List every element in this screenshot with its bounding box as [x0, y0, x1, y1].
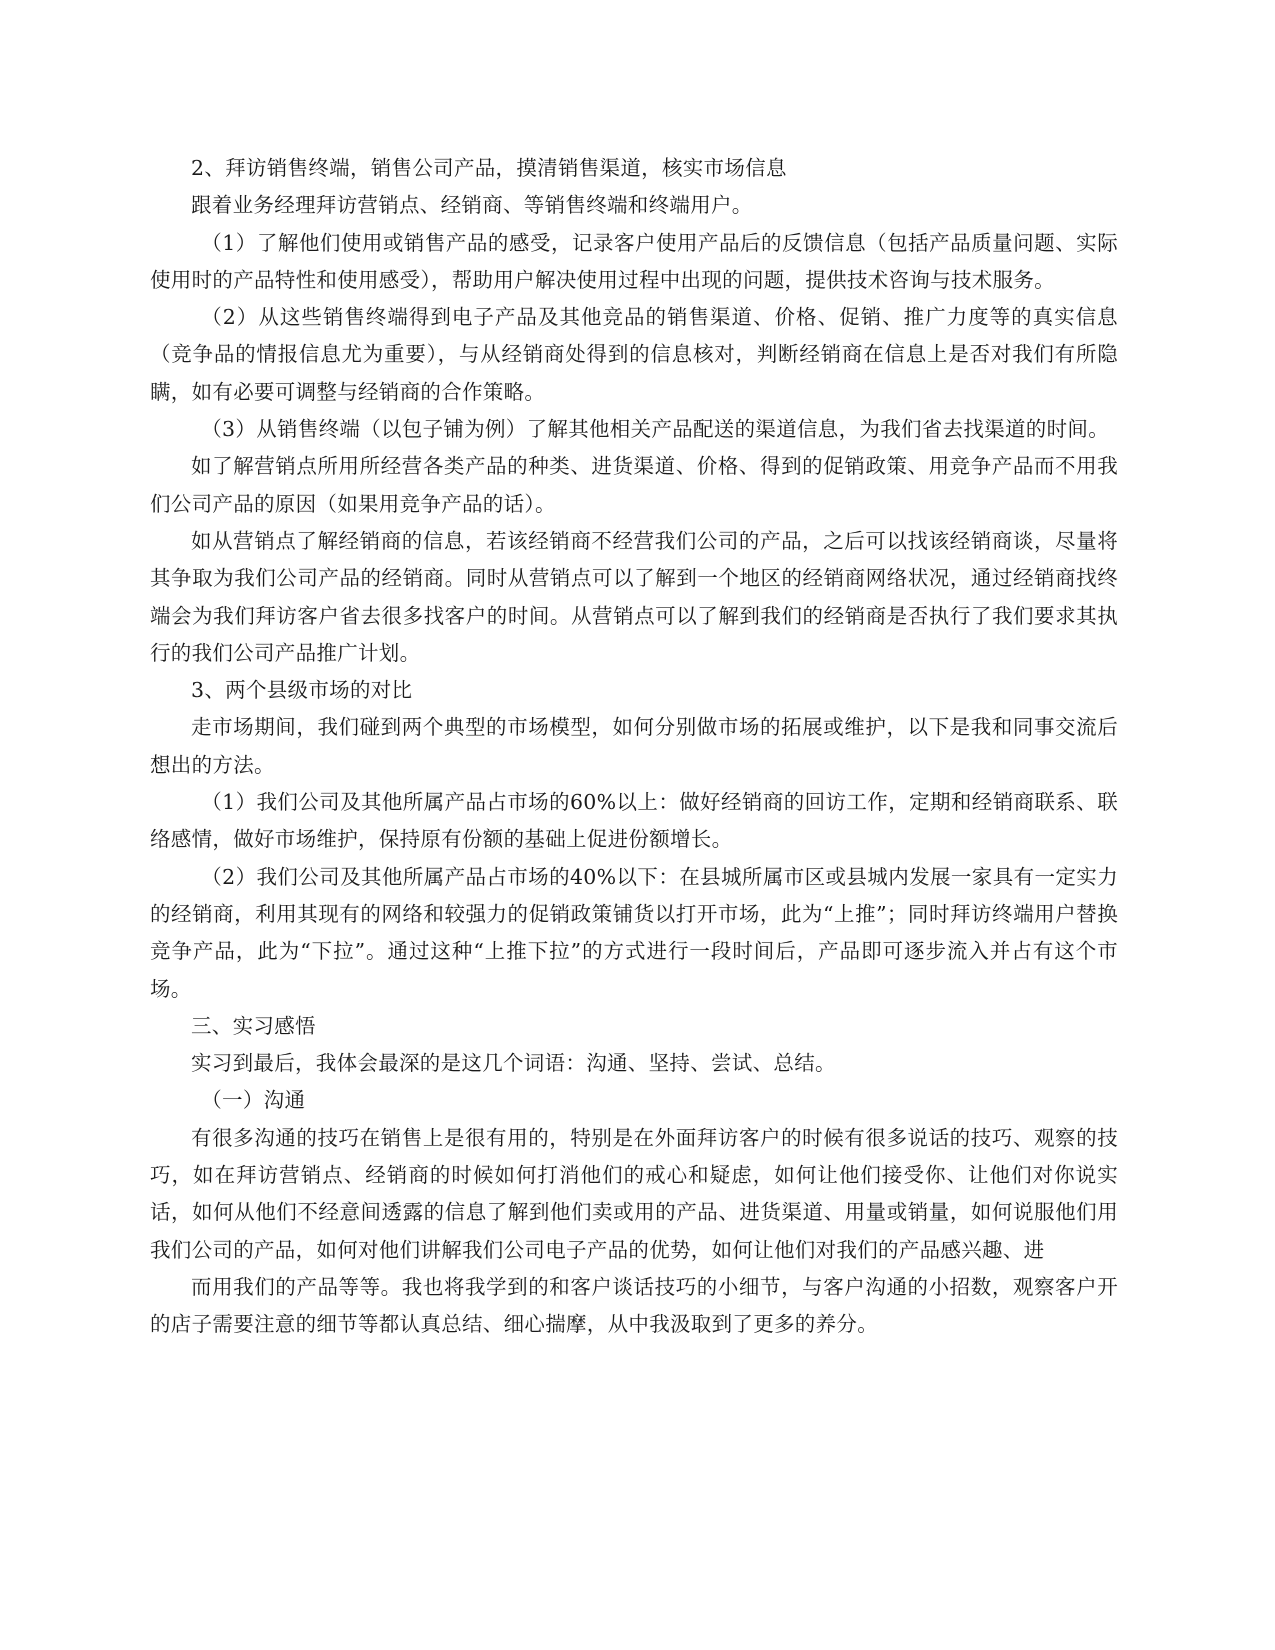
paragraph: 走市场期间，我们碰到两个典型的市场模型，如何分别做市场的拓展或维护，以下是我和同事交流后想出的方法。 — [150, 715, 1118, 777]
paragraph: 如从营销点了解经销商的信息，若该经销商不经营我们公司的产品，之后可以找该经销商谈，尽量将其争取为我们公司产品的经销商。同时从营销点可以了解到一个地区的经销商网络状况，通过经销商找终端会为我们拜访客户省去很多找客户的时间。从营销点可以了解到我们的经销商是否执行了我们要求其执行的我们公司产品推广计划。 — [150, 528, 1118, 665]
list-item-1: （1）了解他们使用或销售产品的感受，记录客户使用产品后的反馈信息（包括产品质量问题、实际使用时的产品特性和使用感受），帮助用户解决使用过程中出现的问题，提供技术咨询与技术服务。 — [150, 230, 1118, 292]
section-heading-2: 2、拜访销售终端，销售公司产品，摸清销售渠道，核实市场信息 — [191, 156, 787, 180]
paragraph: 跟着业务经理拜访营销点、经销商、等销售终端和终端用户。 — [191, 193, 753, 218]
list-item-2: （2）我们公司及其他所属产品占市场的40%以下：在县城所属市区或县城内发展一家具有一定实力的经销商，利用其现有的网络和较强力的促销政策铺货以打开市场，此为“上推”；同时拜访终端用户替换竞争产品，此为“下拉”。通过这种“上推下拉”的方式进行一段时间后，产品即可逐步流入并占有这个市场。 — [150, 864, 1118, 1001]
paragraph: 而用我们的产品等等。我也将我学到的和客户谈话技巧的小细节，与客户沟通的小招数，观察客户开的店子需要注意的细节等都认真总结、细心揣摩，从中我汲取到了更多的养分。 — [150, 1274, 1118, 1337]
section-heading-3: 3、两个县级市场的对比 — [191, 678, 413, 703]
document-body — [150, 150, 1118, 1344]
paragraph: 有很多沟通的技巧在销售上是很有用的，特别是在外面拜访客户的时候有很多说话的技巧、观察的技巧，如在拜访营销点、经销商的时候如何打消他们的戒心和疑虑，如何让他们接受你、让他们对你说实话，如何从他们不经意间透露的信息了解到他们卖或用的产品、进货渠道、用量或销量，如何说服他们用我们公司的产品，如何对他们讲解我们公司电子产品的优势，如何让他们对我们的产品感兴趣、进 — [150, 1125, 1118, 1262]
chapter-heading: 三、实习感悟 — [191, 1013, 316, 1038]
subsection-heading: （一）沟通 — [201, 1088, 306, 1113]
list-item-1: （1）我们公司及其他所属产品占市场的60%以上：做好经销商的回访工作，定期和经销商联系、联络感情，做好市场维护，保持原有份额的基础上促进份额增长。 — [150, 790, 1118, 852]
list-item-2: （2）从这些销售终端得到电子产品及其他竞品的销售渠道、价格、促销、推广力度等的真实信息（竞争品的情报信息尤为重要），与从经销商处得到的信息核对，判断经销商在信息上是否对我们有所隐瞒，如有必要可调整与经销商的合作策略。 — [150, 305, 1118, 404]
paragraph: 实习到最后，我体会最深的是这几个词语：沟通、坚持、尝试、总结。 — [191, 1051, 836, 1076]
paragraph: 如了解营销点所用所经营各类产品的种类、进货渠道、价格、得到的促销政策、用竞争产品而不用我们公司产品的原因（如果用竞争产品的话）。 — [150, 454, 1118, 516]
list-item-3: （3）从销售终端（以包子铺为例）了解其他相关产品配送的渠道信息，为我们省去找渠道的时间。 — [201, 417, 1109, 442]
